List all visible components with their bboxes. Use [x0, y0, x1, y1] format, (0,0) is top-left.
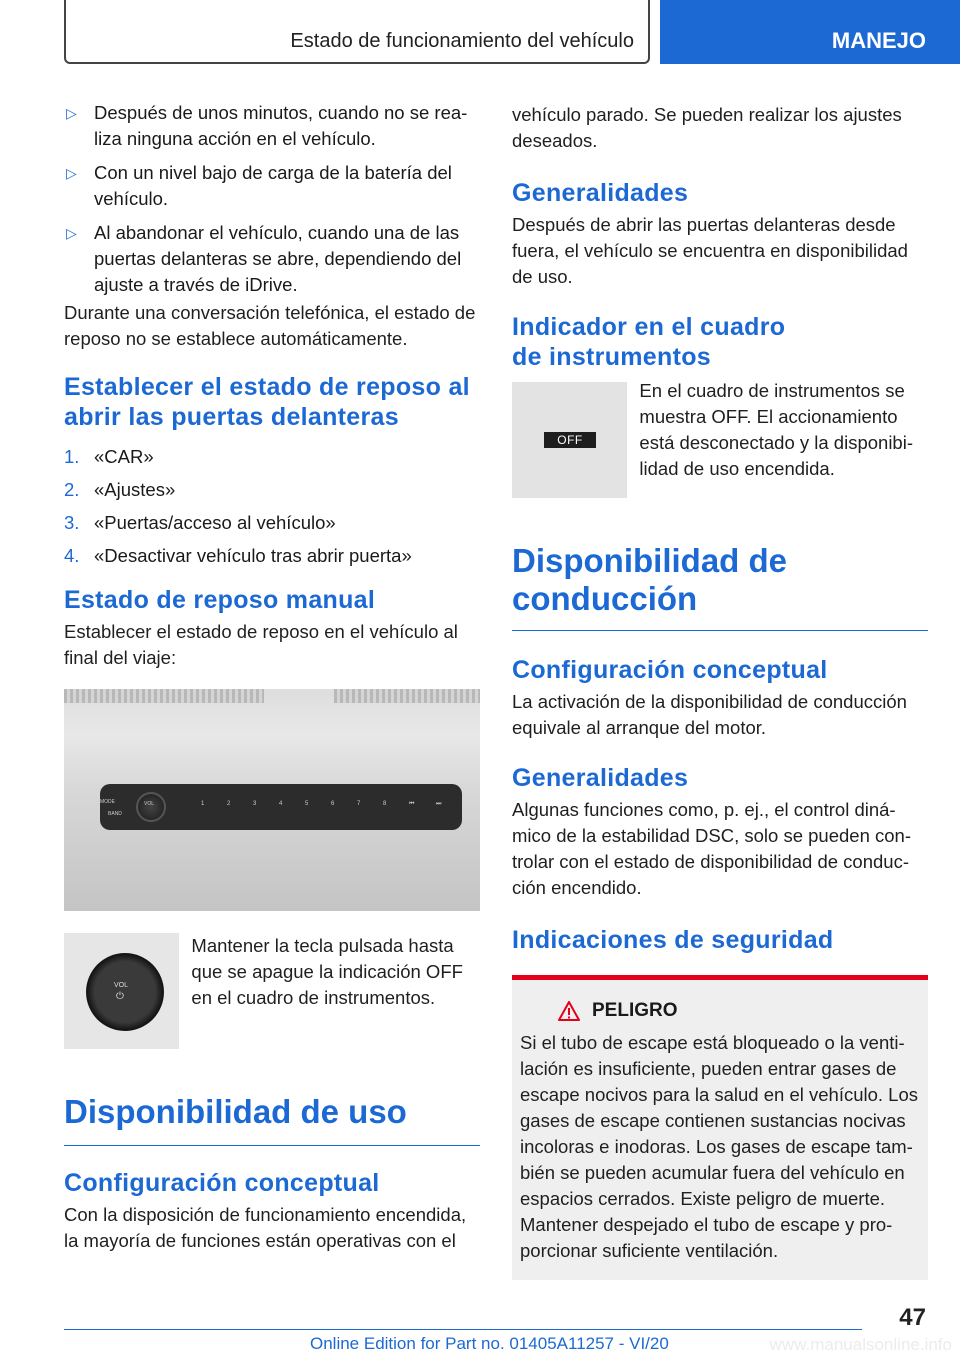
heading-disponibilidad-uso: Disponibilidad de uso	[64, 1093, 407, 1130]
off-indicator-image	[512, 382, 627, 498]
heading-general: Generalidades	[512, 179, 689, 207]
heading-general: Generalidades	[512, 764, 689, 792]
steps-list	[64, 444, 480, 569]
heading-rule	[512, 630, 928, 631]
list-item: ▷ Al abandonar el vehículo, cuando una de las puertas delanteras se abre, dependiendo del ajuste a través de iDrive.	[66, 222, 462, 295]
off-label: OFF	[544, 432, 596, 448]
power-icon: ⏻	[116, 991, 124, 1002]
triangle-bullet-icon: ▷	[66, 165, 77, 181]
control-panel-image: MODE BAND VOL 1 2 3 4 5 6 7 8 ⏮ ⏭	[64, 689, 480, 911]
edition-note: Online Edition for Part no. 01405A11257 - VI/20	[310, 1334, 669, 1353]
watermark: www.manualsonline.info	[769, 1335, 952, 1354]
step-item: 3. «Puertas/acceso al vehículo»	[64, 512, 336, 533]
paragraph: Después de abrir las puertas delanteras desde fuera, el vehículo se encuentra en disponibilidad de uso.	[512, 214, 908, 287]
paragraph: Establecer el estado de reposo en el vehículo al final del viaje:	[64, 621, 458, 668]
heading-manual: Estado de reposo manual	[64, 586, 376, 614]
heading-seguridad: Indicaciones de seguridad	[512, 926, 834, 954]
heading-concept: Configuración conceptual	[512, 656, 828, 684]
heading-concept: Configuración conceptual	[64, 1169, 380, 1197]
paragraph: vehículo parado. Se pueden realizar los ajustes deseados.	[512, 104, 902, 151]
page-number: 47	[899, 1304, 926, 1331]
heading-indicador: Indicador en el cuadro de instrumentos	[512, 313, 786, 371]
right-column	[512, 100, 928, 1280]
header-title: Estado de funcionamiento del vehículo	[290, 30, 634, 52]
heading-establecer: Establecer el estado de reposo al abrir las puertas delanteras	[64, 373, 470, 431]
footer-rule	[64, 1329, 862, 1330]
step-item: 4. «Desactivar vehículo tras abrir puerta»	[64, 545, 412, 566]
triangle-bullet-icon: ▷	[66, 225, 77, 241]
knob-caption: Mantener la tecla pulsada hasta que se apague la indicación OFF en el cuadro de instrumentos.	[191, 935, 463, 1008]
paragraph: Con la disposición de funcionamiento encendida, la mayoría de funciones están operativas con el	[64, 1204, 467, 1251]
heading-disponibilidad-conduccion: Disponibilidad de conducción	[512, 542, 788, 617]
paragraph: Durante una conversación telefónica, el estado de reposo no se establece automáticamente.	[64, 302, 476, 349]
triangle-bullet-icon: ▷	[66, 105, 77, 121]
step-item: 2. «Ajustes»	[64, 479, 176, 500]
danger-header	[558, 1000, 920, 1022]
heading-rule	[64, 1145, 480, 1146]
list-item: ▷ Después de unos minutos, cuando no se rea-liza ninguna acción en el vehículo.	[66, 102, 468, 149]
danger-title: PELIGRO	[592, 1000, 678, 1021]
page-header	[0, 0, 960, 66]
volume-knob-image: VOL ⏻	[64, 933, 179, 1049]
header-title-box	[64, 0, 650, 64]
condition-list	[64, 100, 480, 298]
off-caption: En el cuadro de instrumentos se muestra OFF. El accionamiento está desconectado y la disponibi-lidad de uso encendida.	[639, 380, 913, 479]
step-item: 1. «CAR»	[64, 446, 154, 467]
list-item: ▷ Con un nivel bajo de carga de la batería del vehículo.	[66, 162, 452, 209]
warning-icon	[558, 1001, 580, 1021]
paragraph: La activación de la disponibilidad de conducción equivale al arranque del motor.	[512, 691, 907, 738]
section-tab-label: MANEJO	[831, 28, 926, 53]
danger-box	[512, 975, 928, 1280]
section-tab	[660, 0, 960, 64]
paragraph: Algunas funciones como, p. ej., el control diná-mico de la estabilidad DSC, solo se pueden con-trolar con el estado de disponibilidad de conduc-ción encendido.	[512, 799, 912, 898]
left-column	[64, 100, 480, 1254]
danger-text: Si el tubo de escape está bloqueado o la venti-lación es insuficiente, pueden entrar gases de escape nocivos para la salud en el vehículo. Los gases de escape contienen sustancias nocivas incoloras e inodoras. Los gases de escape tam-bién se pueden acumular fuera del vehículo en espacios cerrados. Existe peligro de muerte. Mantener despejado el tubo de escape y pro-porcionar suficiente ventilación.	[520, 1032, 919, 1261]
